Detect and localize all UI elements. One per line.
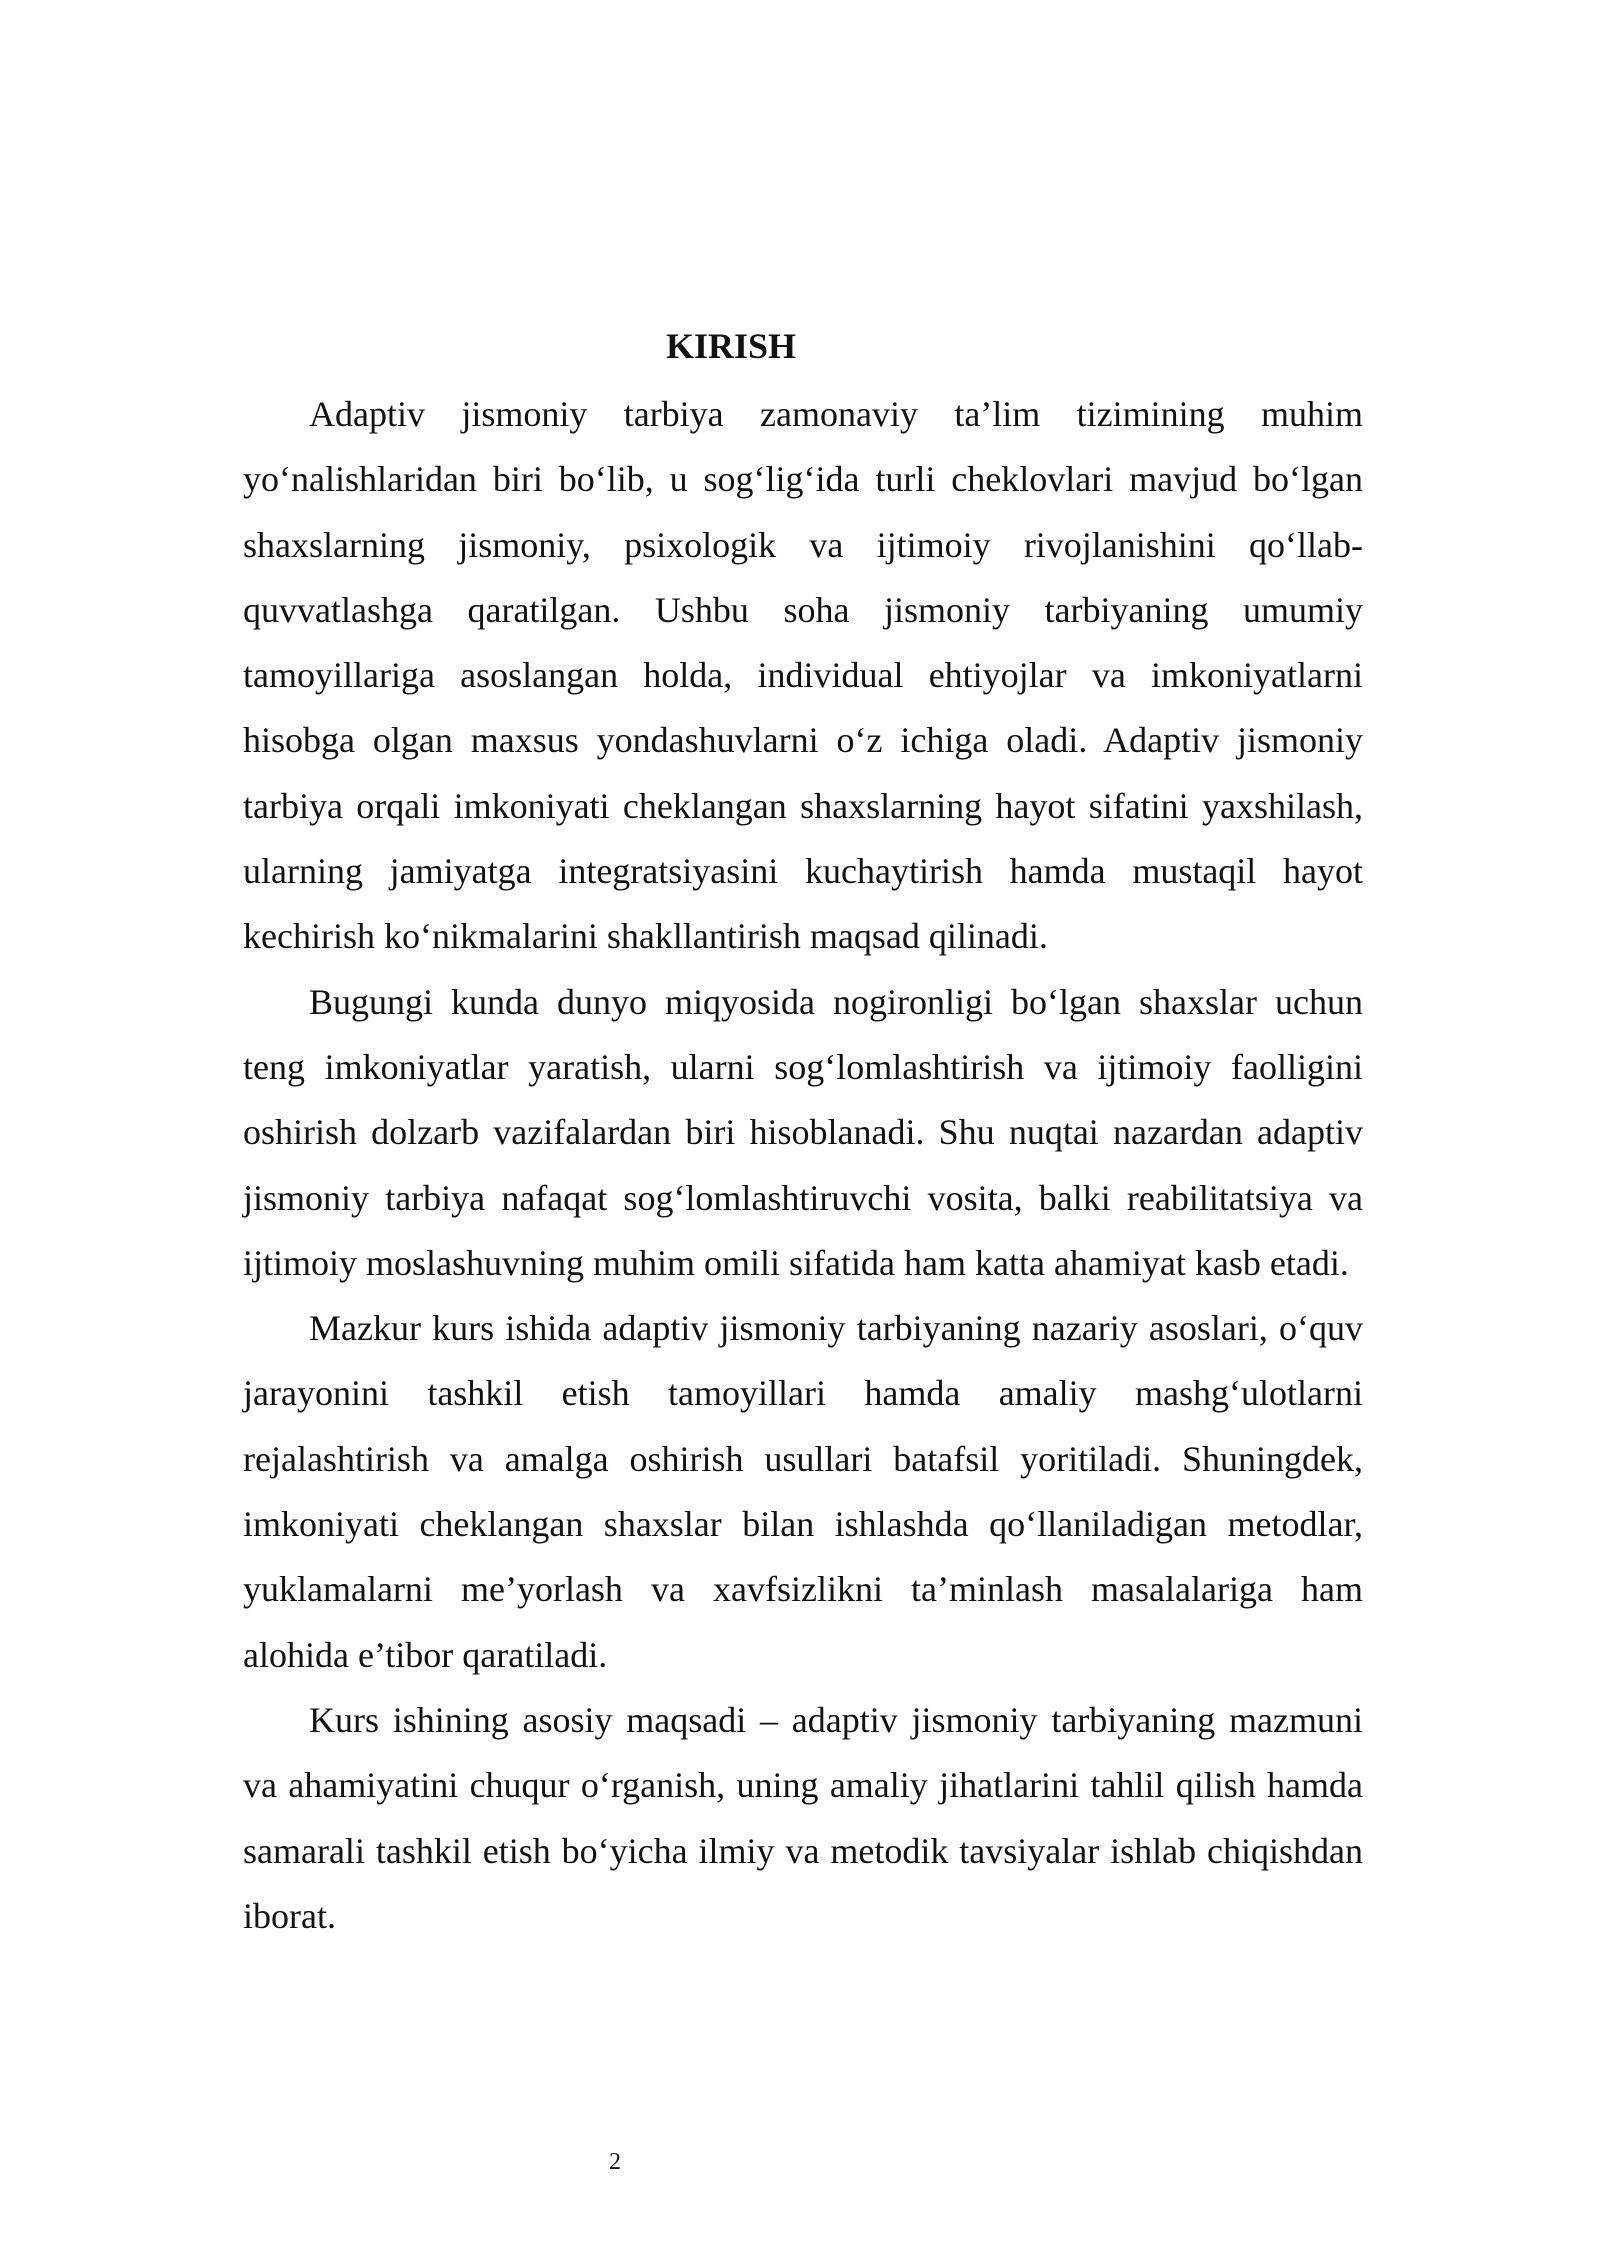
paragraph-3: Mazkur kurs ishida adaptiv jismoniy tarbiyaning nazariy asoslari, o‘quv jarayonini tashkil etish tamoyillari hamda amaliy mashg‘ulotlarni rejalashtirish va amalga oshirish usullari batafsil yoritiladi. Shuningdek, imkoniyati cheklangan shaxslar bilan ishlashda qo‘llaniladigan metodlar, yuklamalarni me’yorlash va xavfsizlikni ta’minlash masalalariga ham alohida e’tibor qaratiladi. [243,1308,1363,1675]
paragraph-1: Adaptiv jismoniy tarbiya zamonaviy ta’lim tizimining muhim yo‘nalishlaridan biri bo‘lib, u sog‘lig‘ida turli cheklovlari mavjud bo‘lgan shaxslarning jismoniy, psixologik va ijtimoiy rivojlanishini qo‘llab-quvvatlashga qaratilgan. Ushbu soha jismoniy tarbiyaning umumiy tamoyillariga asoslangan holda, individual ehtiyojlar va imkoniyatlarni hisobga olgan maxsus yondashuvlarni o‘z ichiga oladi. Adaptiv jismoniy tarbiya orqali imkoniyati cheklangan shaxslarning hayot sifatini yaxshilash, ularning jamiyatga integratsiyasini kuchaytirish hamda mustaqil hayot kechirish ko‘nikmalarini shakllantirish maqsad qilinadi. [243,394,1363,957]
body-text [243,382,1363,1949]
paragraph-2: Bugungi kunda dunyo miqyosida nogironligi bo‘lgan shaxslar uchun teng imkoniyatlar yaratish, ularni sog‘lomlashtirish va ijtimoiy faolligini oshirish dolzarb vazifalardan biri hisoblanadi. Shu nuqtai nazardan adaptiv jismoniy tarbiya nafaqat sog‘lomlashtiruvchi vosita, balki reabilitatsiya va ijtimoiy moslashuvning muhim omili sifatida ham katta ahamiyat kasb etadi. [243,981,1363,1283]
section-heading: KIRISH [665,326,797,366]
page-number: 2 [609,2149,621,2175]
paragraph-4: Kurs ishining asosiy maqsadi – adaptiv jismoniy tarbiyaning mazmuni va ahamiyatini chuqur o‘rganish, uning amaliy jihatlarini tahlil qilish hamda samarali tashkil etish bo‘yicha ilmiy va metodik tavsiyalar ishlab chiqishdan iborat. [243,1699,1363,1936]
